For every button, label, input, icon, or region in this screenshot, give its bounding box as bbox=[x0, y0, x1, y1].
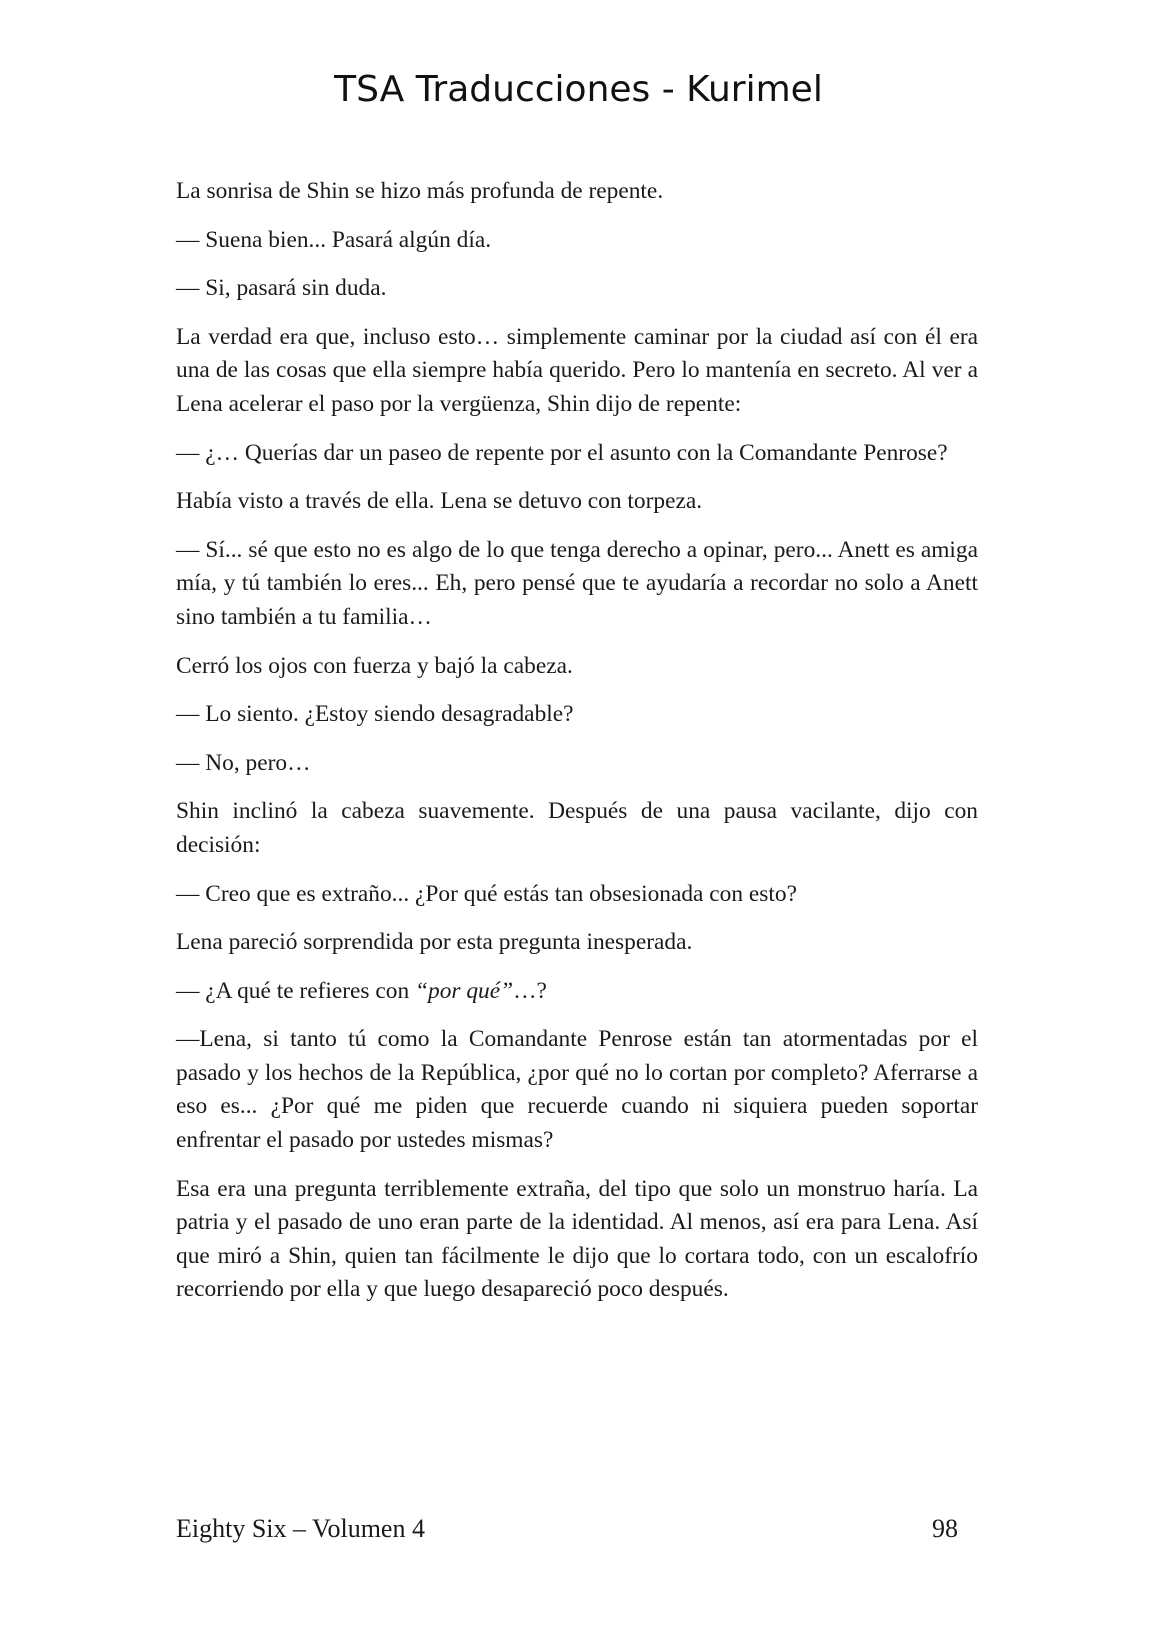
question-paragraph bbox=[176, 975, 978, 1009]
paragraph: Cerró los ojos con fuerza y bajó la cabeza. bbox=[176, 652, 573, 679]
question-prefix: — ¿A qué te refieres con bbox=[176, 977, 415, 1004]
paragraph: — ¿… Querías dar un paseo de repente por el asunto con la Comandante Penrose? bbox=[176, 439, 948, 466]
paragraph: — No, pero… bbox=[176, 749, 311, 776]
paragraph: — Suena bien... Pasará algún día. bbox=[176, 226, 492, 253]
footer-page-number: 98 bbox=[932, 1514, 958, 1543]
paragraph: La sonrisa de Shin se hizo más profunda de repente. bbox=[176, 178, 664, 204]
paragraph: Esa era una pregunta terriblemente extraña, del tipo que solo un monstruo haría. La patria y el pasado de uno eran parte de la identidad. Al menos, así era para Lena. Así que miró a Shin, quien tan fácilmente le dijo que lo cortara todo, con un escalofrío recorriendo por ella y que luego desapareció poco después. bbox=[176, 1175, 978, 1303]
paragraph: — Si, pasará sin duda. bbox=[176, 275, 387, 302]
paragraph: — Lo siento. ¿Estoy siendo desagradable? bbox=[176, 701, 574, 728]
question-suffix: …? bbox=[513, 977, 547, 1004]
body-text bbox=[176, 175, 978, 1322]
paragraph: — Creo que es extraño... ¿Por qué estás tan obsesionada con esto? bbox=[176, 880, 797, 907]
paragraph: — Sí... sé que esto no es algo de lo que tenga derecho a opinar, pero... Anett es amiga mía, y tú también lo eres... Eh, pero pensé que te ayudaría a recordar no solo a Anett sino también a tu familia… bbox=[176, 536, 978, 630]
paragraph: La verdad era que, incluso esto… simplemente caminar por la ciudad así con él era una de las cosas que ella siempre había querido. Pero lo mantenía en secreto. Al ver a Lena acelerar el paso por la vergüenza, Shin dijo de repente: bbox=[176, 323, 978, 417]
paragraph: Había visto a través de ella. Lena se detuvo con torpeza. bbox=[176, 488, 703, 515]
page-header-title: TSA Traducciones - Kurimel bbox=[334, 69, 823, 110]
paragraph: —Lena, si tanto tú como la Comandante Penrose están tan atormentadas por el pasado y los hechos de la República, ¿por qué no lo cortan por completo? Aferrarse a eso es... ¿Por qué me piden que recuerde cuando ni siquiera pueden soportar enfrentar el pasado por ustedes mismas? bbox=[176, 1026, 978, 1154]
paragraph: Lena pareció sorprendida por esta pregunta inesperada. bbox=[176, 929, 693, 956]
question-emphasis: “por qué” bbox=[415, 977, 514, 1004]
footer-book-title: Eighty Six – Volumen 4 bbox=[176, 1514, 425, 1543]
paragraph: Shin inclinó la cabeza suavemente. Después de una pausa vacilante, dijo con decisión: bbox=[176, 798, 978, 858]
